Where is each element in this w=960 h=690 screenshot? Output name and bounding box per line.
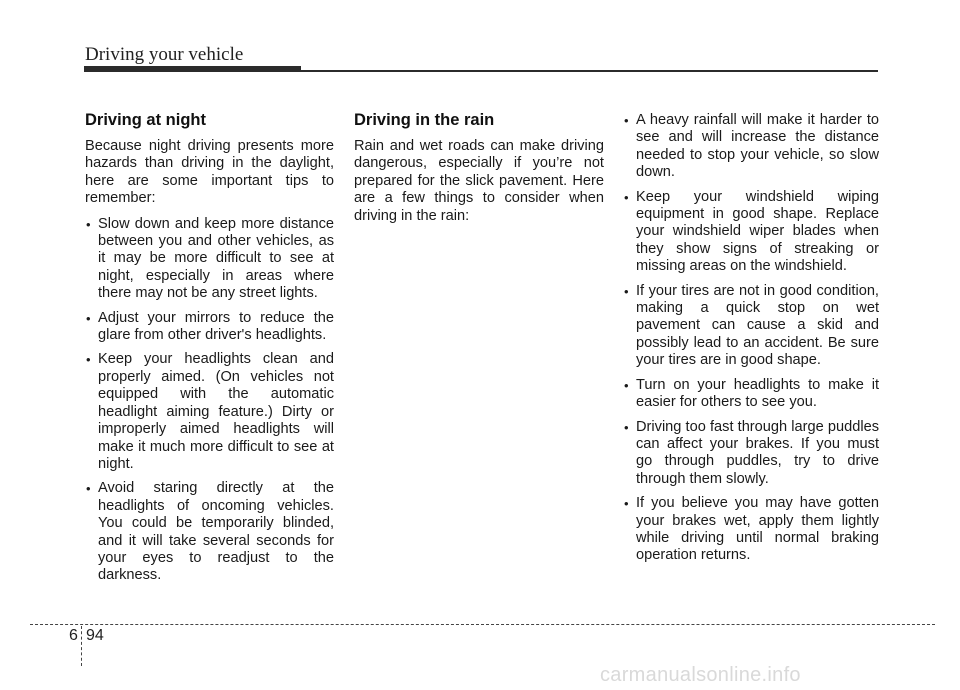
bullet-icon: •: [624, 113, 629, 128]
header-rule-thick: [84, 66, 301, 72]
bullet-icon: •: [624, 283, 629, 299]
list-item: • If your tires are not in good condition, making a quick stop on wet pavement can cause a skid and possibly lead to an accident. Be sure your tires are in good shape.: [624, 282, 879, 369]
list-item: • Adjust your mirrors to reduce the glare from other driver's headlights.: [86, 309, 334, 344]
rain-driving-tips-column: [623, 112, 879, 572]
list-item: • Driving too fast through large puddles can affect your brakes. If you must go through puddles, try to drive through them slowly.: [624, 418, 879, 487]
bullet-icon: •: [624, 419, 629, 435]
list-item: • If you believe you may have gotten your brakes wet, apply them lightly while driving until normal braking operation returns.: [624, 495, 879, 564]
rain-driving-tips: [623, 112, 879, 565]
bullet-icon: •: [86, 481, 91, 497]
footer-divider: [30, 624, 935, 625]
section-header-title: Driving your vehicle: [85, 44, 244, 65]
chapter-number: 6: [69, 627, 78, 644]
bullet-icon: •: [86, 352, 91, 368]
night-driving-intro: Because night driving presents more hazards than driving in the daylight, here are some important tips to remember:: [85, 138, 334, 207]
list-item: • Turn on your headlights to make it easier for others to see you.: [624, 376, 879, 411]
bullet-icon: •: [624, 189, 629, 205]
night-driving-tips: [85, 216, 334, 585]
bullet-icon: •: [86, 216, 91, 232]
night-driving-column: [85, 110, 334, 592]
list-item: • Avoid staring directly at the headlights of oncoming vehicles. You could be temporarily blinded, and it will take several seconds for your eyes to readjust to the darkness.: [86, 480, 334, 584]
rain-driving-heading: Driving in the rain: [354, 111, 495, 129]
list-item: • A heavy rainfall will make it harder to see and will increase the distance needed to stop your vehicle, so slow down.: [624, 112, 879, 181]
watermark-text: carmanualsonline.info: [600, 664, 801, 686]
list-item: • Slow down and keep more distance between you and other vehicles, as it may be more difficult to see at night, especially in areas where there may not be any street lights.: [86, 215, 334, 302]
rain-driving-column: [354, 110, 604, 233]
rain-driving-intro: Rain and wet roads can make driving dangerous, especially if you’re not prepared for the slick pavement. Here are a few things to consider when driving in the rain:: [354, 138, 604, 224]
bullet-icon: •: [86, 310, 91, 326]
list-item: • Keep your windshield wiping equipment in good shape. Replace your windshield wiper blades when they show signs of streaking or missing areas on the windshield.: [624, 188, 879, 275]
page-number: 94: [86, 627, 104, 644]
bullet-icon: •: [624, 496, 629, 512]
list-item: • Keep your headlights clean and properly aimed. (On vehicles not equipped with the automatic headlight aiming feature.) Dirty or improperly aimed headlights will make it much more difficult to see at night.: [86, 351, 334, 472]
footer-page-separator: [81, 626, 82, 666]
bullet-icon: •: [624, 377, 629, 393]
header-rule-thin: [301, 70, 878, 72]
night-driving-heading: Driving at night: [85, 111, 206, 129]
